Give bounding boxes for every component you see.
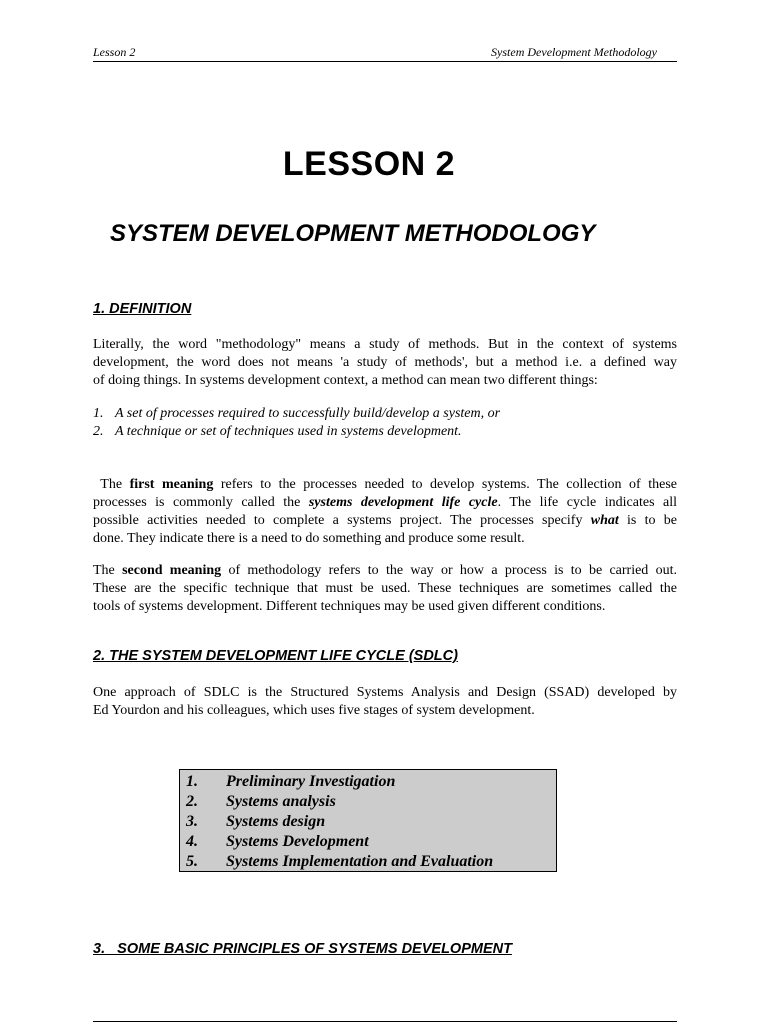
paragraph-line: development, the word does not means 'a study of methods', but a method i.e. a defined way (93, 355, 677, 370)
list-item-number: 2. (93, 424, 104, 439)
stage-label: Systems Development (226, 833, 369, 850)
paragraph-line (93, 512, 677, 530)
stage-number: 1. (186, 773, 198, 790)
text-run: The (93, 563, 123, 578)
text-run: possible activities needed to complete a systems project. The processes specify (93, 513, 591, 528)
text-run: The (93, 477, 130, 492)
first-meaning-paragraph (93, 476, 677, 548)
stage-row (180, 832, 556, 852)
definition-paragraph (93, 336, 677, 390)
text-run: of methodology refers to the way or how a process is to be carried out. (221, 563, 677, 578)
bold-italic-term: systems development life cycle (308, 495, 498, 510)
second-meaning-paragraph (93, 562, 677, 616)
bold-italic-term: what (590, 513, 619, 528)
sdlc-paragraph (93, 684, 677, 720)
stage-label: Preliminary Investigation (226, 773, 396, 790)
text-run: processes is commonly called the (93, 495, 309, 510)
stage-number: 2. (186, 793, 198, 810)
paragraph-line: done. They indicate there is a need to do something and produce some result. (93, 531, 525, 546)
text-run: refers to the processes needed to develop systems. The collection of these (213, 477, 677, 492)
paragraph-line (93, 476, 677, 494)
stage-row (180, 812, 556, 832)
paragraph-line (93, 562, 677, 580)
stage-row (180, 772, 556, 792)
lesson-title: LESSON 2 (282, 145, 456, 183)
list-item (93, 423, 500, 441)
text-run: is to be (618, 513, 677, 528)
paragraph-line: of doing things. In systems development context, a method can mean two different things: (93, 373, 598, 388)
list-item-text: A set of processes required to successfully build/develop a system, or (115, 406, 501, 421)
list-item-number: 1. (93, 406, 104, 421)
meanings-list (93, 405, 500, 441)
stage-label: Systems design (226, 813, 326, 830)
stage-row (180, 792, 556, 812)
list-item (93, 405, 500, 423)
text-run: . The life cycle indicates all (497, 495, 677, 510)
paragraph-line: Ed Yourdon and his colleagues, which uses five stages of system development. (93, 703, 535, 718)
paragraph-line: One approach of SDLC is the Structured Systems Analysis and Design (SSAD) developed by (93, 685, 677, 700)
stage-label: Systems Implementation and Evaluation (226, 853, 494, 870)
paragraph-line (93, 494, 677, 512)
paragraph-line: These are the specific technique that must be used. These techniques are sometimes called the (93, 581, 677, 596)
list-item-text: A technique or set of techniques used in systems development. (115, 424, 462, 439)
paragraph-line: tools of systems development. Different techniques may be used given different conditions. (93, 599, 606, 614)
bold-term: first meaning (129, 477, 214, 492)
stage-label: Systems analysis (226, 793, 336, 810)
header-course-title: System Development Methodology (491, 45, 657, 59)
paragraph-line: Literally, the word "methodology" means a study of methods. But in the context of systems (93, 337, 677, 352)
section-heading-sdlc: 2. THE SYSTEM DEVELOPMENT LIFE CYCLE (SDLC) (93, 648, 458, 664)
sdlc-stages-table (179, 769, 557, 872)
footer-divider (93, 1021, 677, 1022)
section-heading-principles: 3. SOME BASIC PRINCIPLES OF SYSTEMS DEVELOPMENT (93, 941, 512, 957)
stage-number: 3. (186, 813, 198, 830)
page-header (93, 45, 677, 62)
bold-term: second meaning (122, 563, 222, 578)
section-heading-definition: 1. DEFINITION (93, 301, 192, 317)
stage-number: 5. (186, 853, 198, 870)
stage-row (180, 852, 556, 872)
lesson-subtitle: SYSTEM DEVELOPMENT METHODOLOGY (110, 220, 596, 247)
stage-number: 4. (186, 833, 198, 850)
header-lesson-label: Lesson 2 (93, 45, 136, 59)
